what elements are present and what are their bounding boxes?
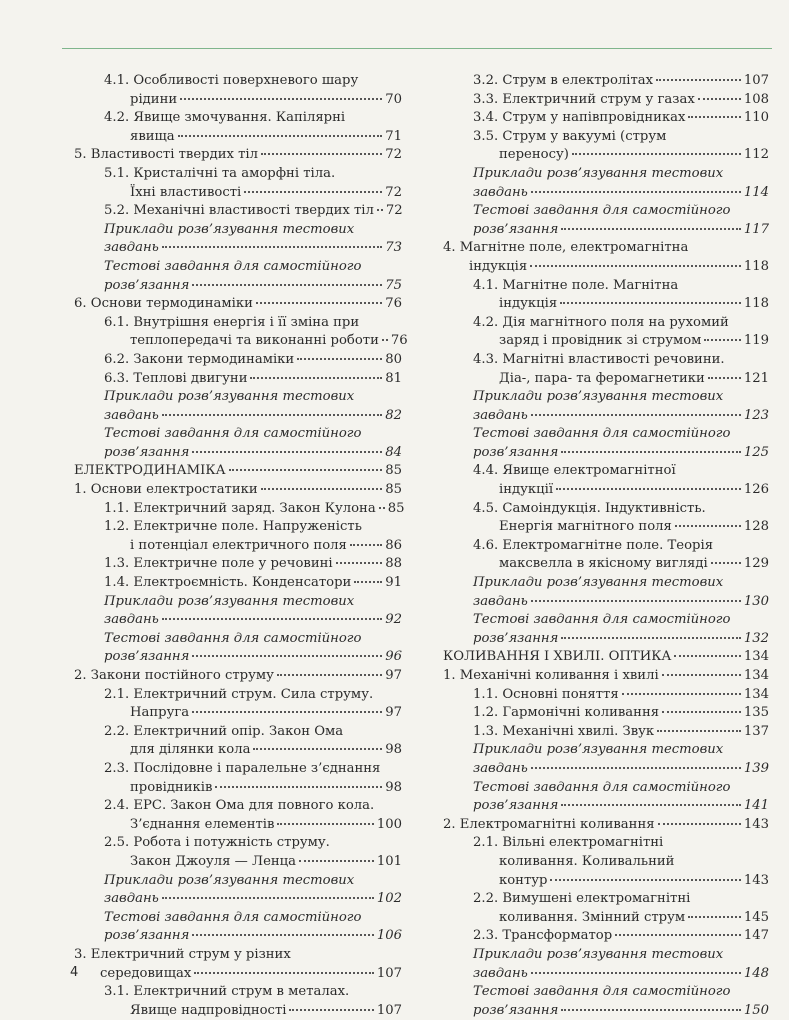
toc-entry [443,667,769,686]
dot-leader [531,414,741,416]
dot-leader [531,767,741,769]
toc-entry-page: 143 [743,872,769,888]
toc-entry [443,704,769,723]
dot-leader [178,135,383,137]
toc-entry [74,500,405,519]
toc-entry-page: 148 [743,965,769,981]
toc-entry-page: 70 [385,91,402,107]
toc-entry-page: 112 [743,147,769,163]
dot-leader [656,79,741,81]
toc-entry-page: 75 [385,277,402,293]
toc-entry-page: 100 [376,816,402,832]
toc-entry [74,686,402,723]
toc-entry-title: завдань [104,240,159,256]
toc-entry-page: 73 [385,240,402,256]
toc-entry-title: Діа-, пара- та феромагнетики [499,370,705,386]
toc-entry-page: 134 [743,686,769,702]
toc-entry-page: 135 [743,705,769,721]
toc-entry-title: 1.4. Електроємність. Конденсатори [104,575,352,591]
toc-entry [443,834,769,890]
toc-entry-title: Їхні властивості [130,184,242,200]
toc-entry-title: індукція [469,258,528,274]
dot-leader [299,860,374,862]
dot-leader [531,972,741,974]
dot-leader [550,879,740,881]
toc-entry-page: 139 [743,760,769,776]
toc-entry [74,797,402,834]
toc-entry-title: 1.2. Електричне поле. Напруженість [104,519,362,535]
dot-leader [657,730,741,732]
toc-entry [443,741,769,778]
dot-leader [250,377,382,379]
toc-entry-title: заряд і провідник зі струмом [499,333,702,349]
toc-entry-title: Приклади розв’язування тестових [473,165,724,181]
dot-leader [675,525,741,527]
toc-entry-title: 4.2. Явище змочування. Капілярні [104,110,346,126]
toc-entry-title: завдань [473,593,528,609]
toc-entry-title: 1. Основи електростатики [74,482,258,498]
dot-leader [561,637,740,639]
toc-entry [443,202,769,239]
toc-entry [443,462,769,499]
toc-entry [443,388,769,425]
toc-entry-page: 137 [743,723,769,739]
toc-entry-title: теплопередачі та виконанні роботи [130,333,379,349]
toc-entry [74,481,402,500]
toc-entry-page: 130 [743,593,769,609]
toc-entry [443,574,769,611]
toc-entry [74,872,402,909]
toc-entry [443,686,769,705]
toc-entry-title: Приклади розв’язування тестових [473,946,724,962]
toc-entry-page: 72 [385,184,402,200]
toc-entry-title: розв’язання [473,630,559,646]
dot-leader [377,209,383,211]
toc-entry-title: рідини [130,91,178,107]
toc-entry [443,723,769,742]
toc-entry-title: 4.5. Самоіндукція. Індуктивність. [473,500,706,516]
toc-entry-title: Приклади розв’язування тестових [473,742,724,758]
toc-entry-title: 5. Властивості твердих тіл [74,147,259,163]
toc-entry-title: Тестові завдання для самостійного [473,984,731,1000]
toc-entry-title: коливання. Коливальний [499,853,675,869]
toc-entry [74,146,402,165]
toc-entry-page: 119 [743,333,769,349]
toc-entry-title: 2.5. Робота і потужність струму. [104,835,330,851]
toc-entry-title: 2.2. Вимушені електромагнітні [473,891,691,907]
toc-entry [74,388,402,425]
dot-leader [708,377,741,379]
toc-entry-page: 108 [743,91,769,107]
top-rule [62,48,772,49]
toc-entry-page: 129 [743,556,769,572]
toc-entry-page: 132 [743,630,769,646]
dot-leader [253,748,382,750]
toc-entry-page: 85 [385,463,402,479]
toc-entry-page: 96 [385,649,402,665]
toc-entry-title: завдань [104,891,159,907]
toc-entry [74,834,402,871]
toc-entry-title: завдань [104,407,159,423]
dot-leader [561,228,740,230]
dot-leader [561,451,740,453]
toc-entry-title: Явище надпровідності [130,1002,287,1018]
toc-entry-title: З’єднання елементів [130,816,275,832]
toc-entry-title: 4. Магнітне поле, електромагнітна [443,240,689,256]
toc-entry-title: 1.1. Основні поняття [473,686,619,702]
dot-leader [244,191,382,193]
toc-entry [443,890,769,927]
dot-leader [261,153,382,155]
toc-entry-title: 2. Електромагнітні коливання [443,816,655,832]
toc-entry-title: Приклади розв’язування тестових [473,575,724,591]
toc-entry-title: 6. Основи термодинаміки [74,296,253,312]
toc-entry-page: 128 [743,519,769,535]
toc-entry-title: 2.3. Послідовне і паралельне з’єднання [104,760,381,776]
toc-entry-page: 107 [743,73,769,88]
toc-entry [74,983,402,1020]
toc-entry-page: 85 [385,482,402,498]
toc-entry-title: 6.3. Теплові двигуни [104,370,248,386]
toc-entry [443,648,769,667]
toc-entry [74,593,402,630]
toc-entry-title: Тестові завдання для самостійного [104,258,362,274]
toc-entry-title: Тестові завдання для самостійного [473,203,731,219]
toc-entry-page: 88 [385,556,402,572]
toc-entry-title: завдань [473,184,528,200]
toc-entry-page: 72 [385,147,402,163]
toc-right-column [443,72,769,1020]
toc-entry-title: розв’язання [104,444,190,460]
dot-leader [556,488,741,490]
toc-entry-title: Енергія магнітного поля [499,519,672,535]
dot-leader [711,562,741,564]
toc-entry-page: 106 [376,928,402,944]
toc-entry-title: 3.1. Електричний струм в металах. [104,984,350,1000]
dot-leader [698,98,741,100]
toc-entry-title: Приклади розв’язування тестових [104,872,355,888]
dot-leader [162,897,374,899]
toc-entry-page: 102 [376,891,402,907]
toc-entry-title: Тестові завдання для самостійного [473,426,731,442]
toc-entry [74,462,402,481]
toc-entry-title: 1.2. Гармонічні коливання [473,705,660,721]
toc-entry-title: для ділянки кола [130,742,251,758]
toc-entry-title: і потенціал електричного поля [130,537,347,553]
toc-entry-page: 85 [387,500,405,516]
toc-entry-page: 97 [385,705,402,721]
toc-entry-page: 81 [385,370,402,386]
toc-entry [74,555,402,574]
toc-entry [74,202,402,221]
toc-entry [74,221,402,258]
toc-entry [443,816,769,835]
dot-leader [658,823,741,825]
toc-entry [74,723,402,760]
toc-entry-title: КОЛИВАННЯ І ХВИЛІ. ОПТИКА [443,649,672,665]
dot-leader [561,804,740,806]
toc-entry [74,909,402,946]
toc-entry [443,537,769,574]
dot-leader [379,507,385,509]
dot-leader [192,655,382,657]
page-number: 4 [70,965,79,980]
toc-entry-page: 145 [743,909,769,925]
dot-leader [261,488,383,490]
toc-entry [74,109,402,146]
toc-entry-page: 126 [743,482,769,498]
toc-entry-page: 80 [385,351,402,367]
toc-entry-title: коливання. Змінний струм [499,909,686,925]
toc-entry-title: Тестові завдання для самостійного [473,612,731,628]
dot-leader [688,916,741,918]
toc-entry [443,351,769,388]
toc-entry-page: 118 [743,258,769,274]
toc-entry-title: переносу) [499,147,569,163]
toc-entry-title: 1.3. Електричне поле у речовині [104,556,333,572]
dot-leader [336,562,383,564]
toc-entry-title: 4.2. Дія магнітного поля на рухомий [473,314,729,330]
toc-entry-title: індукції [499,482,554,498]
toc-entry [74,518,402,555]
toc-entry-page: 76 [385,296,402,312]
toc-entry-page: 76 [390,333,408,349]
dot-leader [277,823,373,825]
dot-leader [297,358,382,360]
toc-entry-title: завдань [104,612,159,628]
toc-entry-title: розв’язання [104,277,190,293]
toc-entry-title: розв’язання [473,1002,559,1018]
toc-entry-title: Тестові завдання для самостійного [104,909,362,925]
toc-entry-page: 123 [743,407,769,423]
toc-entry-title: 4.6. Електромагнітне поле. Теорія [473,537,714,553]
toc-entry-title: 6.2. Закони термодинаміки [104,351,295,367]
toc-entry-title: 5.1. Кристалічні та аморфні тіла. [104,165,336,181]
dot-leader [192,451,382,453]
toc-entry [74,165,402,202]
toc-entry [443,109,769,128]
toc-entry-title: 4.3. Магнітні властивості речовини. [473,351,725,367]
toc-entry [74,295,402,314]
toc-entry [74,630,402,667]
toc-entry-page: 71 [385,128,402,144]
toc-entry-page: 143 [743,816,769,832]
dot-leader [289,1009,373,1011]
toc-entry [443,239,769,276]
toc-entry-page: 117 [743,221,769,237]
toc-entry-page: 101 [376,853,402,869]
toc-entry-title: Тестові завдання для самостійного [104,426,362,442]
dot-leader [572,153,741,155]
dot-leader [192,284,382,286]
toc-entry-page: 72 [385,203,403,219]
toc-entry-title: завдань [473,760,528,776]
toc-entry-title: максвелла в якісному вигляді [499,556,708,572]
toc-entry-page: 107 [376,1002,402,1018]
dot-leader [560,302,741,304]
dot-leader [382,339,388,341]
dot-leader [615,934,741,936]
toc-entry [443,946,769,983]
toc-entry [74,72,402,109]
toc-entry-page: 134 [743,668,769,683]
toc-entry-title: розв’язання [473,221,559,237]
dot-leader [162,246,382,248]
toc-entry-title: Приклади розв’язування тестових [104,593,355,609]
toc-entry [74,370,402,389]
toc-entry-title: Приклади розв’язування тестових [473,389,724,405]
toc-entry-page: 134 [743,649,769,665]
toc-left-column [74,72,408,1020]
dot-leader [180,98,382,100]
toc-entry [443,72,769,91]
toc-entry-title: 3.4. Струм у напівпровідниках [473,110,686,126]
toc-entry [443,779,769,816]
dot-leader [277,674,382,676]
toc-entry-title: 3.5. Струм у вакуумі (струм [473,128,667,144]
toc-entry-title: 2. Закони постійного струму [74,668,274,683]
toc-entry-page: 121 [743,370,769,386]
toc-entry-title: розв’язання [104,649,190,665]
dot-leader [229,469,383,471]
dot-leader [530,265,741,267]
toc-entry-page: 114 [743,184,769,200]
toc-entry-title: 6.1. Внутрішня енергія і її зміна при [104,314,360,330]
dot-leader [256,302,382,304]
toc-entry-title: Приклади розв’язування тестових [104,389,355,405]
toc-entry-page: 86 [385,537,402,553]
toc-entry-title: 5.2. Механічні властивості твердих тіл [104,203,374,219]
toc-entry-page: 141 [743,798,769,814]
toc-entry-title: 1. Механічні коливання і хвилі [443,668,659,683]
toc-entry [443,425,769,462]
dot-leader [192,711,382,713]
toc-entry-title: 2.3. Трансформатор [473,928,613,944]
dot-leader [662,674,741,676]
dot-leader [192,934,373,936]
toc-entry-title: завдань [473,965,528,981]
dot-leader [531,191,741,193]
dot-leader [215,786,382,788]
toc-entry-title: ЕЛЕКТРОДИНАМІКА [74,463,226,479]
dot-leader [194,972,374,974]
dot-leader [531,600,741,602]
toc-entry [74,314,408,351]
toc-entry-page: 98 [385,779,402,795]
toc-entry-title: 2.1. Вільні електромагнітні [473,835,664,851]
toc-entry [74,574,402,593]
toc-entry-page: 118 [743,296,769,312]
toc-entry [74,946,402,983]
toc-entry [443,983,769,1020]
dot-leader [688,116,740,118]
toc-entry-page: 82 [385,407,402,423]
toc-entry-page: 92 [385,612,402,628]
toc-entry-title: 4.4. Явище електромагнітної [473,463,676,479]
toc-entry-title: 2.2. Електричний опір. Закон Ома [104,723,344,739]
toc-entry-title: Тестові завдання для самостійного [104,630,362,646]
toc-entry-title: розв’язання [473,798,559,814]
toc-entry-title: 1.3. Механічні хвилі. Звук [473,723,655,739]
dot-leader [662,711,741,713]
toc-entry-title: явища [130,128,175,144]
toc-entry-page: 147 [743,928,769,944]
toc-entry [443,165,769,202]
toc-entry-title: середовищах [100,965,192,981]
toc-entry [74,760,402,797]
toc-entry-page: 150 [743,1002,769,1018]
toc-entry-title: Напруга [130,705,190,721]
toc-entry [443,927,769,946]
toc-entry [443,91,769,110]
toc-entry-title: завдань [473,407,528,423]
toc-entry-page: 84 [385,444,402,460]
toc-entry-title: контур [499,872,548,888]
toc-entry-title: індукція [499,296,558,312]
toc-entry-title: розв’язання [473,444,559,460]
toc-entry-title: 3.2. Струм в електролітах [473,73,654,88]
toc-entry [74,351,402,370]
toc-entry-title: 2.4. ЕРС. Закон Ома для повного кола. [104,798,375,814]
toc-entry [74,258,402,295]
toc-entry-title: 4.1. Особливості поверхневого шару [104,73,359,88]
toc-entry-title: 4.1. Магнітне поле. Магнітна [473,277,679,293]
dot-leader [561,1009,740,1011]
toc-entry-title: Закон Джоуля — Ленца [130,853,297,869]
toc-entry-title: Тестові завдання для самостійного [473,779,731,795]
toc-entry-title: Приклади розв’язування тестових [104,221,355,237]
dot-leader [350,544,382,546]
dot-leader [162,414,382,416]
toc-entry [443,314,769,351]
dot-leader [354,581,382,583]
toc-entry [443,277,769,314]
toc-entry-title: 3. Електричний струм у різних [74,946,291,962]
toc-entry-title: розв’язання [104,928,190,944]
dot-leader [622,693,741,695]
toc-entry-title: провідників [130,779,213,795]
toc-entry-page: 125 [743,444,769,460]
toc-entry-title: 2.1. Електричний струм. Сила струму. [104,686,374,702]
toc-entry-page: 91 [385,575,402,591]
toc-entry-title: 3.3. Електричний струм у газах [473,91,695,107]
toc-entry [74,667,402,686]
toc-entry-page: 98 [385,742,402,758]
toc-entry [443,611,769,648]
toc-entry [74,425,402,462]
toc-entry [443,500,769,537]
toc-entry-page: 110 [743,110,769,126]
toc-entry-page: 97 [385,668,402,683]
dot-leader [674,655,740,657]
toc-entry [443,128,769,165]
dot-leader [704,339,740,341]
toc-entry-title: 1.1. Електричний заряд. Закон Кулона [104,500,376,516]
toc-entry-page: 107 [376,965,402,981]
dot-leader [162,618,382,620]
